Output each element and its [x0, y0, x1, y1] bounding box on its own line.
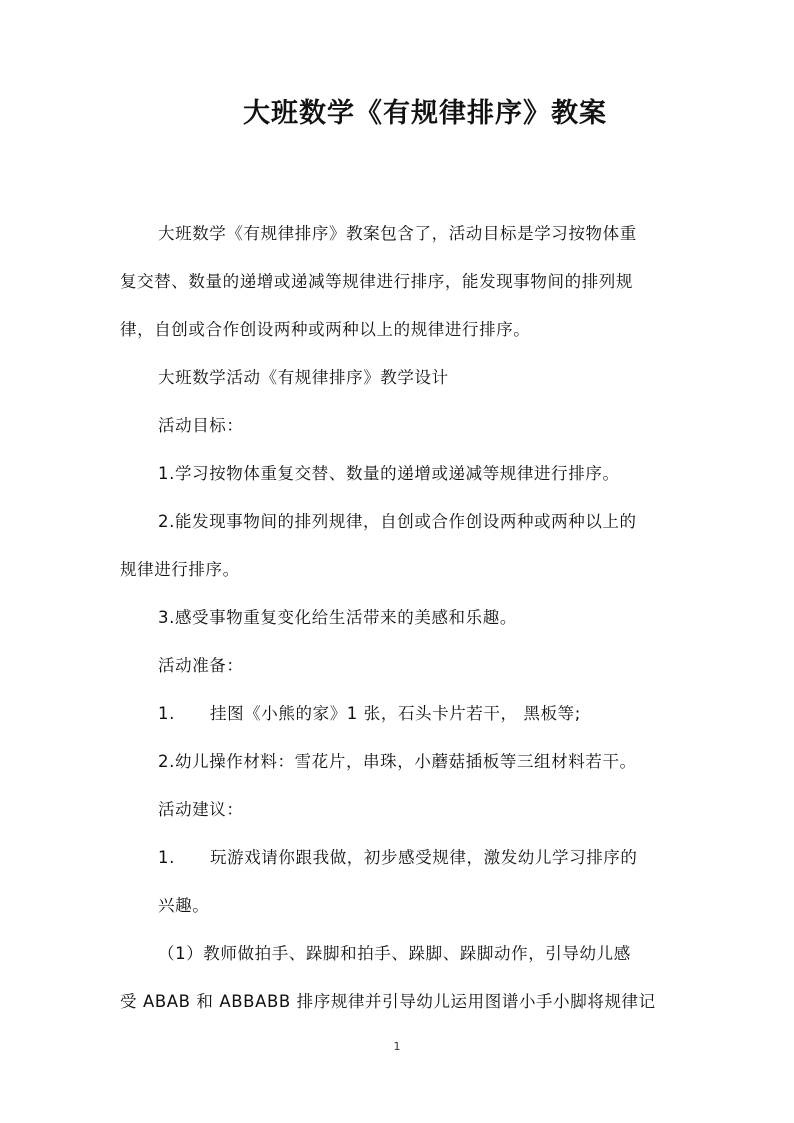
- document-body: [120, 210, 680, 1026]
- section-title: 大班数学活动《有规律排序》教学设计: [158, 368, 449, 387]
- preparation-item-2: 2.幼儿操作材料：雪花片，串珠，小蘑菇插板等三组材料若干。: [158, 752, 637, 771]
- page-number: 1: [393, 1040, 401, 1053]
- list-text: 玩游戏请你跟我做，初步感受规律，激发幼儿学习排序的: [210, 848, 638, 867]
- page-title: 大班数学《有规律排序》教案: [243, 98, 607, 129]
- list-text: 挂图《小熊的家》1 张，石头卡片若干， 黑板等;: [210, 704, 581, 723]
- goal-item-1: 1.学习按物体重复交替、数量的递增或递减等规律进行排序。: [158, 464, 620, 483]
- preparation-item-1: [120, 690, 680, 738]
- goal-item-2-line-2: 规律进行排序。: [120, 560, 240, 579]
- suggestion-item-1: [120, 834, 680, 882]
- intro-line-2: 复交替、数量的递增或递减等规律进行排序，能发现事物间的排列规: [120, 272, 633, 291]
- list-number: 1.: [158, 848, 175, 867]
- goal-item-2-line-1: 2.能发现事物间的排列规律，自创或合作创设两种或两种以上的: [158, 512, 637, 531]
- suggestion-sub-1-line-2: 受 ABAB 和 ABBABB 排序规律并引导幼儿运用图谱小手小脚将规律记: [120, 992, 656, 1011]
- intro-line-1: 大班数学《有规律排序》教案包含了，活动目标是学习按物体重: [158, 224, 637, 243]
- list-number: 1.: [158, 704, 175, 723]
- suggestions-heading: 活动建议：: [158, 800, 244, 819]
- goal-item-3: 3.感受事物重复变化给生活带来的美感和乐趣。: [158, 608, 517, 627]
- suggestion-sub-1-line-1: （1）教师做拍手、跺脚和拍手、跺脚、跺脚动作，引导幼儿感: [158, 944, 631, 963]
- goals-heading: 活动目标：: [158, 416, 244, 435]
- suggestion-item-1-cont: 兴趣。: [158, 896, 210, 915]
- intro-line-3: 律，自创或合作创设两种或两种以上的规律进行排序。: [120, 320, 531, 339]
- preparation-heading: 活动准备：: [158, 656, 244, 675]
